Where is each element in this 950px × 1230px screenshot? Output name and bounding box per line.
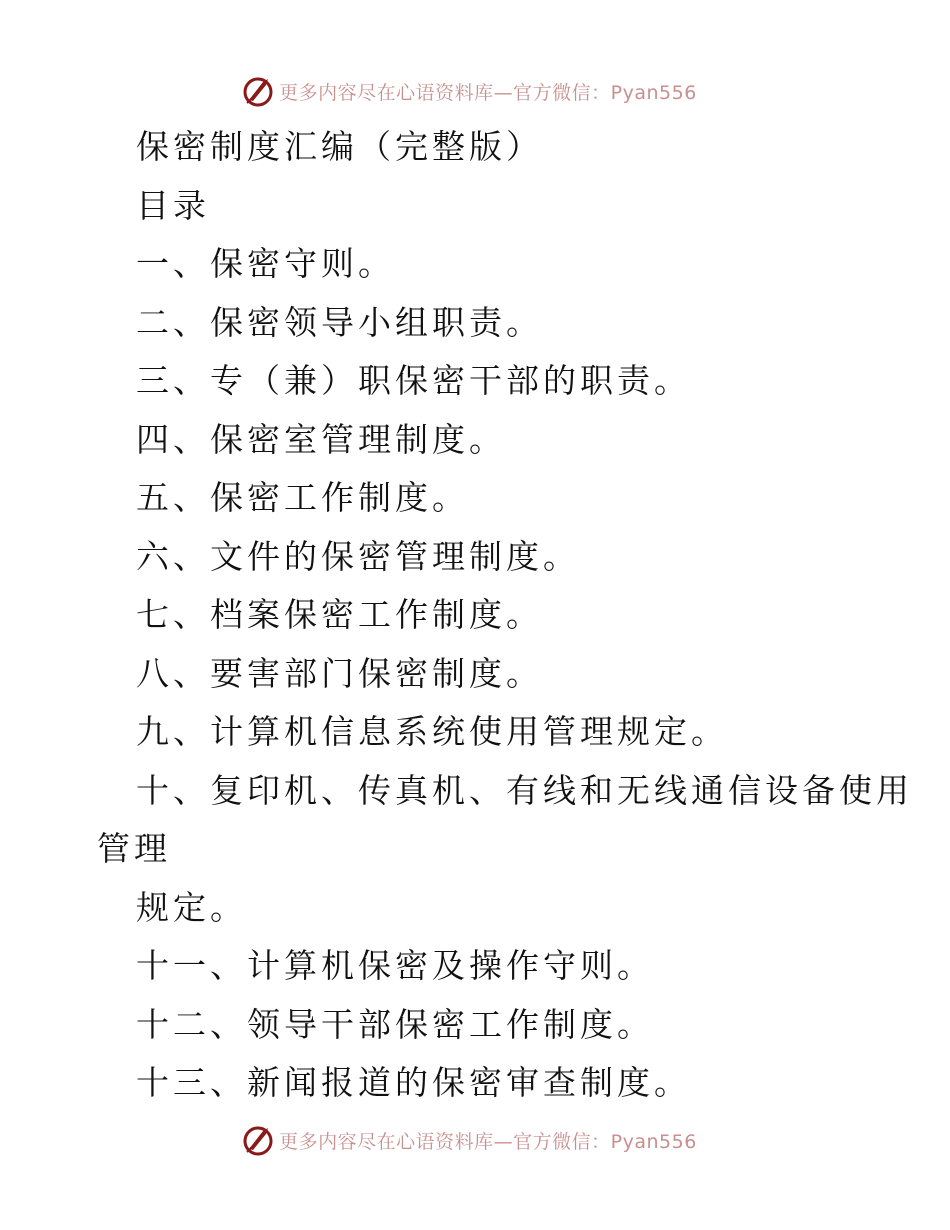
toc-item: 六、文件的保密管理制度。 xyxy=(136,536,580,576)
toc-item-10-line-1: 十、复印机、传真机、有线和无线通信设备使用 xyxy=(136,770,913,810)
toc-item: 二、保密领导小组职责。 xyxy=(136,302,543,342)
document-body xyxy=(0,118,950,1113)
quill-pen-logo-icon xyxy=(241,74,275,108)
toc-item: 七、档案保密工作制度。 xyxy=(136,595,543,634)
watermark-text: 更多内容尽在心语资料库—官方微信：Pyan556 xyxy=(279,1130,697,1153)
footer-watermark xyxy=(0,1120,950,1160)
toc-item: 五、保密工作制度。 xyxy=(136,478,469,517)
toc-item: 九、计算机信息系统使用管理规定。 xyxy=(136,712,728,751)
toc-item-10-line-3: 规定。 xyxy=(136,887,247,927)
toc-item: 八、要害部门保密制度。 xyxy=(136,653,543,693)
toc-item-10-line-2: 管理 xyxy=(97,829,171,868)
quill-pen-logo-icon xyxy=(241,1123,275,1157)
watermark-text: 更多内容尽在心语资料库—官方微信：Pyan556 xyxy=(279,81,697,104)
toc-item: 十三、新闻报道的保密审查制度。 xyxy=(136,1063,691,1102)
header-watermark xyxy=(0,71,950,111)
toc-item: 一、保密守则。 xyxy=(136,244,395,283)
toc-item: 四、保密室管理制度。 xyxy=(136,419,506,459)
toc-item: 十二、领导干部保密工作制度。 xyxy=(136,1004,654,1044)
toc-heading: 目录 xyxy=(136,185,210,225)
toc-item: 三、专（兼）职保密干部的职责。 xyxy=(136,361,691,400)
toc-item: 十一、计算机保密及操作守则。 xyxy=(136,946,654,985)
document-title: 保密制度汇编（完整版） xyxy=(136,127,543,166)
